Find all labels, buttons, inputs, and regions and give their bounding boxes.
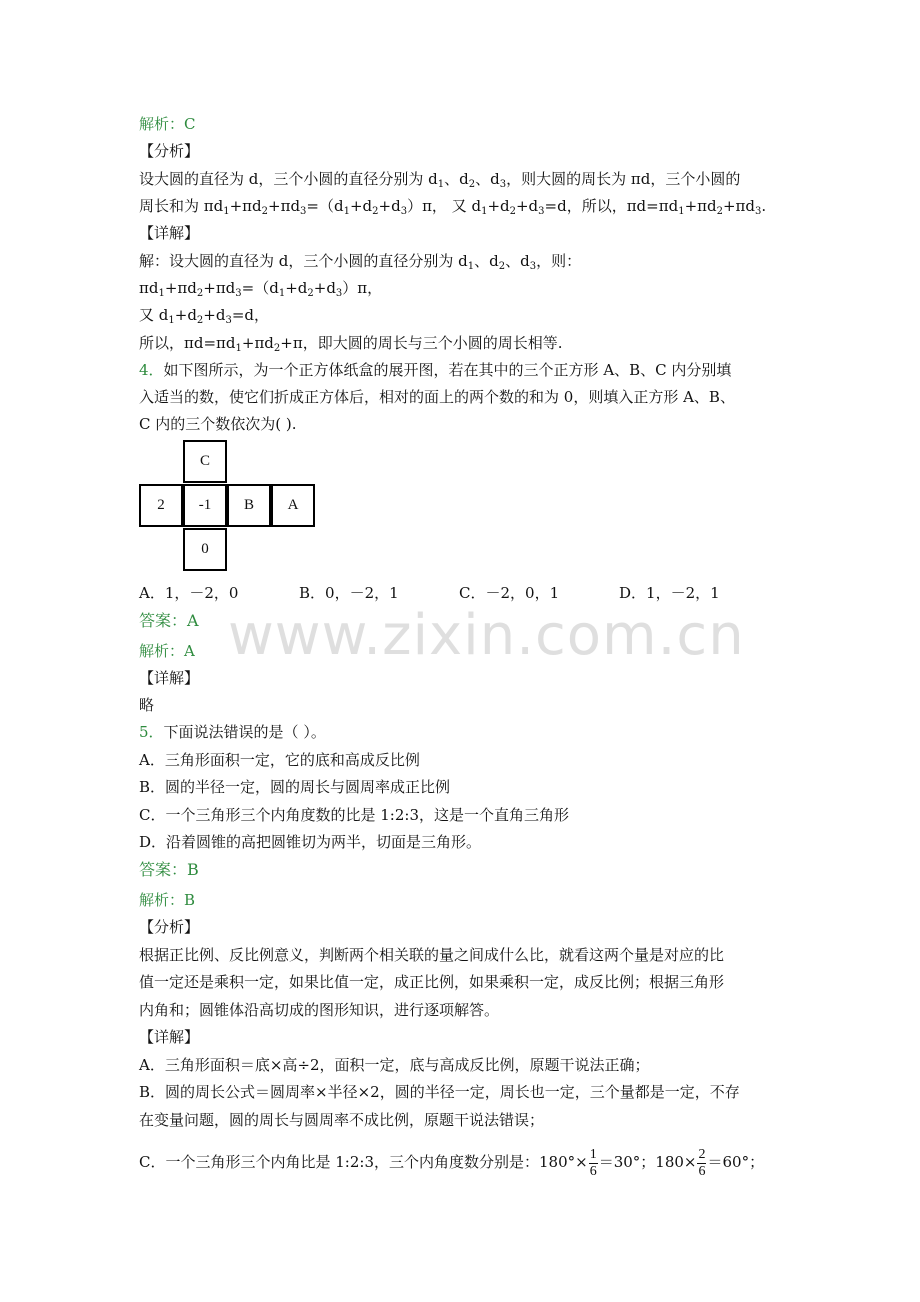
- q5-xiangjie-b-line-1: B．圆的周长公式＝圆周率×半径×2，圆的半径一定，周长也一定，三个量都是一定，不存: [139, 1083, 740, 1101]
- q5-xiangjie-a: A．三角形面积＝底×高÷2，面积一定，底与高成反比例，原题干说法正确；: [139, 1056, 650, 1074]
- q5-fenxi-line-3: 内角和；圆锥体沿高切成的图形知识，进行逐项解答。: [139, 1001, 500, 1019]
- q4-answer: 答案：A: [139, 611, 199, 630]
- q3-fenxi-line-1: 设大圆的直径为 d，三个小圆的直径分别为 $d_1$、$d_2$、$d_3$，则大圆的周长为 πd，三个小圆的: [139, 170, 741, 190]
- q4-option-c: C．－2，0，1: [459, 584, 560, 602]
- net-cell-minus-1: -1: [183, 484, 227, 527]
- q5-fenxi-line-2: 值一定还是乘积一定，如果比值一定，成正比例，如果乘积一定，成反比例；根据三角形: [139, 973, 725, 991]
- q4-option-b: B．0，－2，1: [299, 584, 399, 602]
- net-cell-c: C: [183, 440, 227, 483]
- fraction-1-6: $\frac{1}{6}$: [589, 1146, 597, 1179]
- net-cell-b: B: [227, 484, 271, 527]
- net-cell-2: 2: [139, 484, 183, 527]
- q5-xiangjie-c: C．一个三角形三个内角比是 1:2:3，三个内角度数分别是：180°× $\frac{1}{6}$ ＝30°；180× $\frac{2}{6}$ ＝60°；: [139, 1146, 765, 1179]
- q5-fenxi-line-1: 根据正比例、反比例意义，判断两个相关联的量之间成什么比，就看这两个量是对应的比: [139, 946, 725, 964]
- q4-option-a: A．1，－2，0: [139, 584, 239, 602]
- q3-fenxi-line-2: 周长和为 $\pi d_1+\pi d_2+\pi d_3=(d_1+d_2+d_3)\pi$， 又 $d_1+d_2+d_3=d$，所以，$\pi d=\pi d_1+\pi d_2+\pi d_3$.: [139, 197, 767, 217]
- q5-option-c: C．一个三角形三个内角度数的比是 1:2:3，这是一个直角三角形: [139, 806, 569, 824]
- q4-xiangjie-text: 略: [139, 696, 155, 714]
- q4-xiangjie-heading: 【详解】: [139, 669, 200, 687]
- watermark: www.zixin.com.cn: [228, 603, 745, 668]
- q5-jiexi: 解析：B: [139, 891, 196, 909]
- q5-stem: 5．下面说法错误的是（ ）。: [139, 723, 326, 741]
- cube-net-figure: [139, 440, 319, 574]
- q5-option-d: D．沿着圆锥的高把圆锥切为两半，切面是三角形。: [139, 833, 482, 851]
- q5-option-b: B．圆的半径一定，圆的周长与圆周率成正比例: [139, 778, 451, 796]
- net-cell-a: A: [271, 484, 315, 527]
- q5-xiangjie-heading: 【详解】: [139, 1028, 200, 1046]
- q4-number: 4．: [139, 361, 164, 379]
- q3-xiangjie-heading: 【详解】: [139, 224, 200, 242]
- q3-xiangjie-line-4: 所以，$\pi d=\pi d_1+\pi d_2+\pi$，即大圆的周长与三个小圆的周长相等.: [139, 334, 563, 354]
- q4-jiexi: 解析：A: [139, 642, 195, 660]
- q5-option-a: A．三角形面积一定，它的底和高成反比例: [139, 751, 420, 769]
- q3-jiexi: 解析：C: [139, 115, 196, 133]
- fraction-2-6: $\frac{2}{6}$: [698, 1146, 706, 1179]
- q3-xiangjie-line-3: 又 $d_1+d_2+d_3=d$，: [139, 306, 270, 326]
- q5-fenxi-heading: 【分析】: [139, 918, 200, 936]
- q3-xiangjie-line-2: $\pi d_1+\pi d_2+\pi d_3=(d_1+d_2+d_3)\pi$，: [139, 279, 383, 299]
- net-cell-0: 0: [183, 528, 227, 571]
- q4-option-d: D．1，－2，1: [619, 584, 720, 602]
- q5-answer: 答案：B: [139, 860, 199, 879]
- q4-stem-line-1: 4．如下图所示，为一个正方体纸盒的展开图，若在其中的三个正方形 A、B、C 内分别填: [139, 361, 732, 379]
- q4-stem-line-3: C 内的三个数依次为( ).: [139, 415, 297, 433]
- q3-fenxi-heading: 【分析】: [139, 142, 200, 160]
- q4-stem-line-2: 入适当的数，使它们折成正方体后，相对的面上的两个数的和为 0，则填入正方形 A、B、: [139, 388, 735, 406]
- q3-xiangjie-line-1: 解：设大圆的直径为 d，三个小圆的直径分别为 $d_1$、$d_2$、$d_3$，则：: [139, 252, 582, 272]
- q5-number: 5．: [139, 723, 164, 741]
- q5-xiangjie-b-line-2: 在变量问题，圆的周长与圆周率不成比例，原题干说法错误；: [139, 1111, 545, 1129]
